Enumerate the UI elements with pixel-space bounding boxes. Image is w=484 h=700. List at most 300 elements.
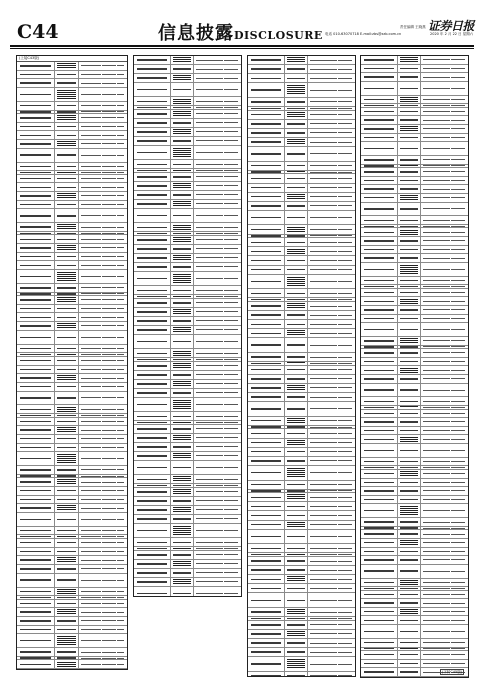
numeric-cell bbox=[330, 369, 337, 370]
numeric-cell bbox=[94, 256, 101, 257]
product-cell bbox=[285, 553, 307, 556]
product-cell bbox=[285, 298, 307, 301]
numeric-cell bbox=[443, 105, 450, 106]
numeric-cell bbox=[117, 105, 124, 106]
numeric-cell bbox=[109, 204, 116, 205]
text-line bbox=[137, 290, 168, 291]
numeric-cell bbox=[216, 518, 223, 519]
numeric-cell bbox=[323, 90, 330, 91]
product-cell bbox=[56, 357, 79, 365]
product-cell bbox=[171, 560, 193, 568]
numeric-cell bbox=[451, 534, 458, 535]
fund-name-cell bbox=[17, 62, 55, 70]
numeric-cell bbox=[323, 165, 330, 166]
text-line bbox=[57, 187, 76, 188]
product-cell bbox=[398, 306, 420, 314]
numeric-cell bbox=[94, 233, 101, 234]
numeric-cell bbox=[109, 135, 116, 136]
product-cell bbox=[285, 98, 307, 106]
numeric-cell bbox=[458, 159, 465, 160]
numeric-cell bbox=[209, 290, 216, 291]
product-cell bbox=[56, 478, 79, 486]
text-line bbox=[173, 542, 191, 543]
table-row bbox=[361, 228, 468, 237]
fund-name-cell bbox=[361, 165, 398, 167]
numeric-cell bbox=[451, 258, 458, 259]
numeric-cell bbox=[436, 171, 443, 172]
text-line bbox=[20, 568, 51, 569]
text-line bbox=[287, 194, 305, 200]
fund-name-cell bbox=[361, 56, 398, 64]
table-row bbox=[17, 235, 127, 244]
numeric-cell bbox=[345, 293, 352, 294]
table-row bbox=[248, 511, 355, 520]
numeric-cell bbox=[451, 528, 458, 529]
numeric-cell bbox=[458, 421, 465, 422]
numeric-cell bbox=[231, 122, 238, 123]
numeric-cell bbox=[458, 361, 465, 362]
numeric-cell bbox=[109, 603, 116, 604]
numeric-cell bbox=[209, 572, 216, 573]
numeric-cell bbox=[102, 204, 109, 205]
product-cell bbox=[285, 426, 307, 429]
numeric-cell bbox=[102, 629, 109, 630]
text-line bbox=[364, 582, 395, 583]
numeric-cell bbox=[94, 265, 101, 266]
text-line bbox=[137, 428, 168, 429]
numeric-cell bbox=[102, 652, 109, 653]
numeric-cell bbox=[224, 233, 231, 234]
fund-name-cell bbox=[134, 97, 171, 105]
product-cell bbox=[285, 502, 307, 510]
product-cell bbox=[171, 412, 193, 420]
numeric-cell bbox=[323, 299, 330, 300]
numeric-cell bbox=[330, 269, 337, 270]
fund-name-cell bbox=[361, 591, 398, 599]
numeric-cell bbox=[109, 476, 116, 477]
fund-name-cell bbox=[248, 575, 285, 583]
table-row bbox=[17, 565, 127, 574]
text-line bbox=[137, 266, 168, 267]
text-line bbox=[173, 579, 191, 585]
fund-name-cell bbox=[361, 660, 398, 668]
numeric-cell bbox=[102, 227, 109, 228]
numeric-cell bbox=[330, 101, 337, 102]
numeric-cell bbox=[102, 430, 109, 431]
numeric-cell bbox=[345, 114, 352, 115]
numeric-cell bbox=[94, 195, 101, 196]
numeric-cell bbox=[338, 451, 345, 452]
text-line bbox=[287, 123, 305, 124]
fund-name-cell bbox=[248, 235, 285, 238]
numeric-cell bbox=[231, 485, 238, 486]
numeric-cell bbox=[451, 663, 458, 664]
numeric-cell bbox=[231, 530, 238, 531]
text-line bbox=[137, 311, 168, 312]
product-cell bbox=[171, 362, 193, 370]
product-cell bbox=[56, 322, 79, 330]
text-line bbox=[20, 166, 51, 167]
text-line bbox=[400, 450, 418, 451]
numeric-cell bbox=[216, 353, 223, 354]
text-line bbox=[137, 140, 168, 141]
table-row bbox=[134, 443, 241, 452]
product-cell bbox=[398, 177, 420, 185]
numeric-cell bbox=[345, 490, 352, 491]
numeric-cell bbox=[330, 600, 337, 601]
numeric-cell bbox=[458, 208, 465, 209]
table-row bbox=[134, 398, 241, 412]
numeric-cell bbox=[338, 536, 345, 537]
text-line bbox=[400, 671, 418, 672]
fund-name-cell bbox=[134, 475, 171, 483]
numeric-cell bbox=[323, 60, 330, 61]
fund-name-cell bbox=[361, 306, 398, 314]
product-cell bbox=[56, 111, 79, 113]
numeric-cell bbox=[102, 415, 109, 416]
text-line bbox=[173, 99, 191, 105]
table-row bbox=[248, 65, 355, 74]
product-cell bbox=[56, 574, 79, 587]
numeric-cell bbox=[209, 113, 216, 114]
contact-info: 电话 010-63070718 E-mail:zbs@zzb.com.cn bbox=[325, 32, 402, 36]
numeric-cell bbox=[451, 631, 458, 632]
fund-name-cell bbox=[248, 630, 285, 638]
fund-name-cell bbox=[17, 192, 55, 200]
numeric-cell bbox=[330, 561, 337, 562]
product-cell bbox=[285, 289, 307, 297]
numeric-cell bbox=[109, 276, 116, 277]
numeric-cell bbox=[224, 437, 231, 438]
text-line bbox=[20, 421, 51, 422]
fund-table-column-1 bbox=[16, 55, 128, 670]
table-row bbox=[361, 479, 468, 488]
continued-note: (下转C45版) bbox=[442, 670, 463, 674]
text-line bbox=[20, 490, 51, 491]
numeric-cell bbox=[451, 648, 458, 649]
text-line bbox=[57, 115, 76, 120]
product-cell bbox=[398, 65, 420, 73]
table-row bbox=[361, 277, 468, 286]
numeric-cell bbox=[209, 215, 216, 216]
numeric-cell bbox=[443, 407, 450, 408]
numeric-cell bbox=[436, 370, 443, 371]
product-cell bbox=[56, 171, 79, 173]
text-line bbox=[400, 594, 418, 595]
text-line bbox=[57, 256, 76, 257]
table-row bbox=[248, 448, 355, 457]
table-row bbox=[361, 177, 468, 186]
numeric-cell bbox=[231, 113, 238, 114]
product-cell bbox=[171, 461, 193, 474]
numeric-cell bbox=[323, 675, 330, 676]
numeric-cell bbox=[102, 187, 109, 188]
product-cell bbox=[171, 475, 193, 483]
table-row bbox=[17, 322, 127, 331]
fund-name-cell bbox=[17, 223, 55, 231]
text-line bbox=[400, 361, 418, 362]
numeric-cell bbox=[94, 204, 101, 205]
numeric-cell bbox=[436, 309, 443, 310]
numeric-cell bbox=[224, 101, 231, 102]
numeric-cell bbox=[231, 548, 238, 549]
product-cell bbox=[56, 548, 79, 556]
numeric-cell bbox=[345, 451, 352, 452]
fund-name-cell bbox=[361, 65, 398, 73]
numeric-cell bbox=[443, 258, 450, 259]
product-cell bbox=[171, 515, 193, 523]
table-row bbox=[361, 591, 468, 600]
product-cell bbox=[398, 548, 420, 556]
numeric-cell bbox=[224, 404, 231, 405]
fund-name-cell bbox=[17, 513, 55, 526]
table-row bbox=[361, 116, 468, 125]
table-row bbox=[134, 380, 241, 389]
text-line bbox=[57, 233, 76, 234]
product-cell bbox=[285, 353, 307, 361]
text-line bbox=[287, 536, 305, 537]
table-row bbox=[248, 111, 355, 120]
text-line bbox=[57, 348, 76, 349]
fund-name-cell bbox=[17, 527, 55, 535]
text-line bbox=[251, 165, 282, 166]
text-line bbox=[400, 540, 418, 545]
fund-name-cell bbox=[134, 200, 171, 208]
table-row bbox=[17, 574, 127, 588]
text-line bbox=[20, 256, 51, 257]
fund-name-cell bbox=[361, 435, 398, 443]
numeric-cell bbox=[209, 554, 216, 555]
text-line bbox=[287, 385, 305, 391]
numeric-cell bbox=[102, 369, 109, 370]
text-line bbox=[137, 554, 168, 555]
text-line bbox=[251, 269, 282, 270]
text-line bbox=[400, 506, 418, 515]
numeric-cell bbox=[323, 101, 330, 102]
fund-name-cell bbox=[248, 521, 285, 529]
table-row bbox=[134, 263, 241, 272]
table-row bbox=[248, 672, 355, 677]
numeric-cell bbox=[436, 499, 443, 500]
text-line bbox=[251, 472, 282, 473]
fund-name-cell bbox=[361, 599, 398, 607]
numeric-cell bbox=[224, 107, 231, 108]
numeric-cell bbox=[117, 664, 124, 665]
numeric-cell bbox=[117, 239, 124, 240]
numeric-cell bbox=[338, 497, 345, 498]
text-line bbox=[57, 82, 76, 83]
numeric-cell bbox=[216, 455, 223, 456]
text-line bbox=[20, 377, 51, 378]
numeric-cell bbox=[109, 337, 116, 338]
numeric-cell bbox=[117, 568, 124, 569]
numeric-cell bbox=[117, 354, 124, 355]
numeric-cell bbox=[443, 450, 450, 451]
numeric-cell bbox=[231, 554, 238, 555]
numeric-cell bbox=[323, 345, 330, 346]
text-line bbox=[400, 195, 418, 200]
numeric-cell bbox=[338, 187, 345, 188]
numeric-cell bbox=[458, 528, 465, 529]
product-cell bbox=[398, 530, 420, 538]
text-line bbox=[400, 97, 418, 102]
fund-name-cell bbox=[248, 171, 285, 174]
product-cell bbox=[285, 657, 307, 671]
text-line bbox=[137, 257, 168, 258]
fund-name-cell bbox=[17, 322, 55, 330]
numeric-cell bbox=[436, 59, 443, 60]
numeric-cell bbox=[231, 194, 238, 195]
numeric-cell bbox=[109, 458, 116, 459]
numeric-cell bbox=[323, 588, 330, 589]
text-line bbox=[251, 642, 282, 643]
numeric-cell bbox=[323, 420, 330, 421]
numeric-cell bbox=[117, 658, 124, 659]
table-row bbox=[361, 65, 468, 74]
text-line bbox=[400, 471, 418, 476]
numeric-cell bbox=[323, 548, 330, 549]
fund-name-cell bbox=[17, 617, 55, 625]
product-cell bbox=[171, 74, 193, 82]
text-line bbox=[400, 226, 418, 227]
fund-name-cell bbox=[248, 147, 285, 161]
text-line bbox=[364, 59, 395, 60]
text-line bbox=[364, 88, 395, 89]
text-line bbox=[400, 68, 418, 69]
text-line bbox=[400, 126, 418, 131]
table-row bbox=[17, 114, 127, 123]
text-line bbox=[400, 165, 418, 167]
fund-name-cell bbox=[17, 487, 55, 495]
product-cell bbox=[171, 380, 193, 388]
product-cell bbox=[398, 237, 420, 245]
numeric-cell bbox=[436, 258, 443, 259]
numeric-cell bbox=[345, 281, 352, 282]
fund-name-cell bbox=[17, 114, 55, 122]
product-cell bbox=[56, 657, 79, 659]
product-cell bbox=[398, 246, 420, 254]
numeric-cell bbox=[209, 542, 216, 543]
text-line bbox=[287, 344, 305, 345]
numeric-cell bbox=[458, 390, 465, 391]
product-cell bbox=[285, 490, 307, 493]
fund-name-cell bbox=[17, 131, 55, 139]
numeric-cell bbox=[338, 612, 345, 613]
numeric-cell bbox=[209, 353, 216, 354]
text-line bbox=[137, 107, 168, 108]
text-line bbox=[137, 203, 168, 204]
numeric-cell bbox=[224, 152, 231, 153]
text-line bbox=[57, 447, 76, 448]
numeric-cell bbox=[102, 65, 109, 66]
numeric-cell bbox=[345, 420, 352, 421]
numeric-cell bbox=[458, 594, 465, 595]
numeric-cell bbox=[117, 415, 124, 416]
table-row bbox=[248, 457, 355, 466]
text-line bbox=[137, 113, 168, 114]
numeric-cell bbox=[436, 390, 443, 391]
text-line bbox=[173, 422, 191, 424]
numeric-cell bbox=[209, 89, 216, 90]
text-line bbox=[20, 551, 51, 552]
table-row bbox=[17, 496, 127, 505]
numeric-cell bbox=[330, 260, 337, 261]
product-cell bbox=[398, 228, 420, 236]
fund-name-cell bbox=[17, 244, 55, 252]
text-line bbox=[251, 506, 282, 507]
numeric-cell bbox=[323, 187, 330, 188]
product-cell bbox=[285, 138, 307, 146]
table-row bbox=[361, 168, 468, 177]
numeric-cell bbox=[443, 352, 450, 353]
table-row bbox=[248, 575, 355, 584]
fund-name-cell bbox=[134, 308, 171, 316]
text-line bbox=[287, 78, 305, 79]
fund-name-cell bbox=[134, 389, 171, 397]
fund-name-cell bbox=[248, 65, 285, 73]
product-cell bbox=[171, 547, 193, 550]
text-line bbox=[57, 154, 76, 155]
numeric-cell bbox=[443, 413, 450, 414]
product-cell bbox=[56, 232, 79, 234]
text-line bbox=[364, 401, 395, 402]
numeric-cell bbox=[216, 170, 223, 171]
numeric-cell bbox=[443, 663, 450, 664]
product-cell bbox=[56, 414, 79, 416]
numeric-cell bbox=[224, 248, 231, 249]
numeric-cell bbox=[109, 360, 116, 361]
fund-name-cell bbox=[134, 191, 171, 199]
numeric-cell bbox=[102, 360, 109, 361]
numeric-cell bbox=[330, 153, 337, 154]
text-line bbox=[287, 659, 305, 669]
numeric-cell bbox=[323, 281, 330, 282]
numeric-cell bbox=[231, 500, 238, 501]
numeric-cell bbox=[231, 239, 238, 240]
numeric-cell bbox=[345, 217, 352, 218]
numeric-cell bbox=[345, 548, 352, 549]
product-cell bbox=[56, 405, 79, 413]
fund-name-cell bbox=[361, 263, 398, 276]
fund-name-cell bbox=[17, 626, 55, 634]
numeric-cell bbox=[94, 325, 101, 326]
text-line bbox=[137, 164, 168, 165]
text-line bbox=[20, 187, 51, 188]
table-row bbox=[134, 551, 241, 560]
fund-name-cell bbox=[248, 502, 285, 510]
numeric-cell bbox=[109, 421, 116, 422]
text-line bbox=[57, 141, 76, 146]
numeric-cell bbox=[338, 260, 345, 261]
text-line bbox=[287, 187, 305, 188]
table-row bbox=[361, 73, 468, 82]
numeric-cell bbox=[109, 542, 116, 543]
numeric-cell bbox=[345, 515, 352, 516]
numeric-cell bbox=[209, 69, 216, 70]
numeric-cell bbox=[345, 554, 352, 555]
fund-name-cell bbox=[248, 311, 285, 319]
numeric-cell bbox=[338, 235, 345, 236]
numeric-cell bbox=[117, 378, 124, 379]
table-row bbox=[248, 174, 355, 183]
numeric-cell bbox=[345, 612, 352, 613]
fund-name-cell bbox=[17, 383, 55, 391]
numeric-cell bbox=[436, 522, 443, 523]
numeric-cell bbox=[216, 60, 223, 61]
numeric-cell bbox=[323, 536, 330, 537]
table-row bbox=[248, 329, 355, 338]
text-line bbox=[287, 57, 305, 63]
